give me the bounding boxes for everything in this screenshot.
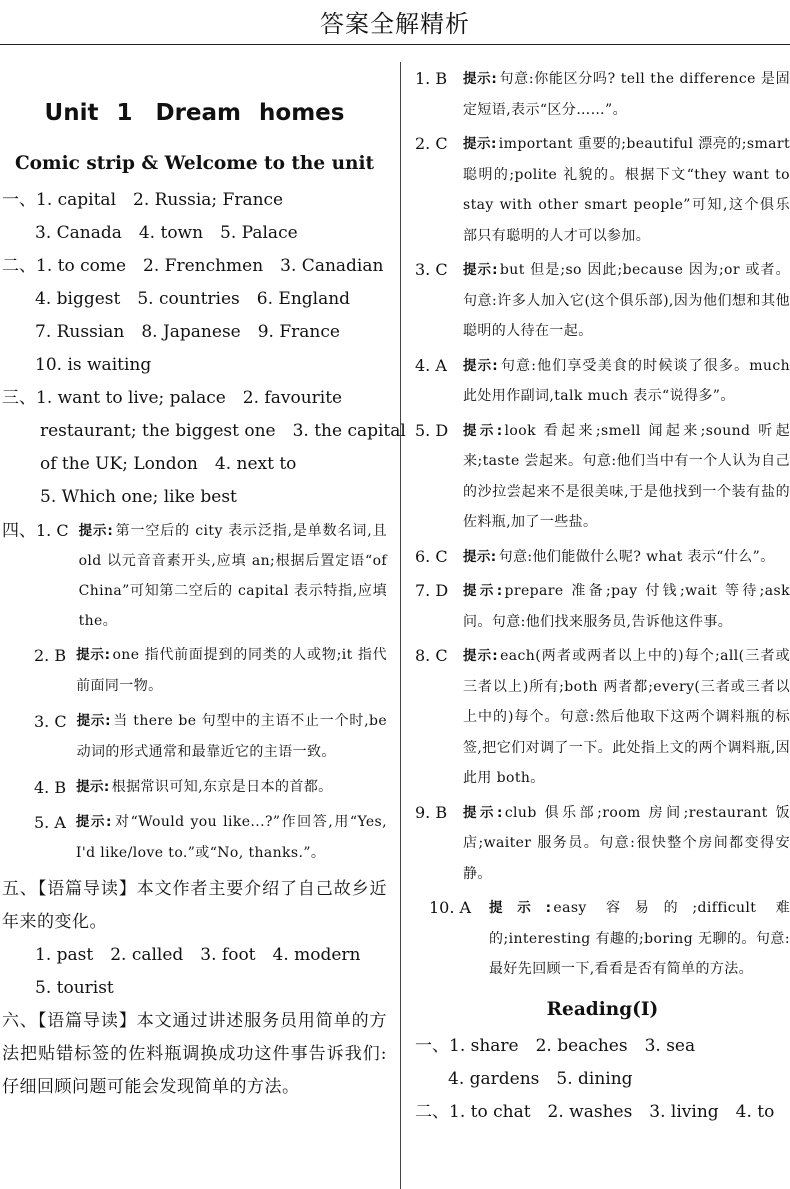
s1-row2: 3. Canada 4. town 5. Palace xyxy=(35,223,298,243)
s5-row2: 5. tourist xyxy=(35,978,114,998)
r-item-10-answer: 10. A xyxy=(429,898,472,917)
s1-answers-1: 1. capital 2. Russia; France xyxy=(36,190,284,210)
r-item-6 xyxy=(415,542,790,573)
s4-item-4-text: 根据常识可知,东京是日本的首都。 xyxy=(111,779,333,795)
tip-label: 提示: xyxy=(76,779,110,795)
reading-s2-number: 二、 xyxy=(415,1101,449,1122)
r-item-7-text: prepare 准备;pay 付钱;wait 等待;ask 问。句意:他们找来服务员,告诉他这件事。 xyxy=(463,583,790,630)
r-item-1-answer: 1. B xyxy=(415,69,448,88)
s6-guide-label: 【语篇导读】 xyxy=(37,1011,137,1031)
s3-answers-1: 1. want to live; palace 2. favourite xyxy=(36,388,343,408)
left-column xyxy=(2,62,406,1104)
s2-answers-1: 1. to come 2. Frenchmen 3. Canadian xyxy=(36,256,384,276)
s4-item-5 xyxy=(34,807,387,869)
s1-row1 xyxy=(2,184,387,217)
r-item-3-answer: 3. C xyxy=(415,260,448,279)
header-rule xyxy=(0,44,790,45)
r-item-2-text: important 重要的;beautiful 漂亮的;smart 聪明的;polite 礼貌的。根据下文“they want to stay with other smart people”可知,这个俱乐部只有聪明的人才可以参加。 xyxy=(463,136,790,244)
reading-s1-number: 一、 xyxy=(415,1035,449,1056)
r-item-9-text: club 俱乐部;room 房间;restaurant 饭店;waiter 服务员。句意:很快整个房间都变得安静。 xyxy=(463,804,790,882)
r-item-8 xyxy=(415,641,790,794)
s3-row4: 5. Which one; like best xyxy=(40,487,237,507)
right-column xyxy=(415,64,790,1129)
r-item-6-text: 句意:他们能做什么呢? what 表示“什么”。 xyxy=(498,548,775,565)
r-item-9-answer: 9. B xyxy=(415,802,448,822)
section-subtitle: Comic strip & Welcome to the unit xyxy=(14,153,375,174)
r-item-9 xyxy=(415,798,790,890)
r-item-2 xyxy=(415,129,790,251)
page-header: 答案全解精析 xyxy=(320,10,470,38)
s5-number: 五、 xyxy=(2,879,38,899)
r-item-3-text: but 但是;so 因此;because 因为;or 或者。句意:许多人加入它(这个俱乐部),因为他们想和其他聪明的人待在一起。 xyxy=(463,262,790,339)
s2-row4: 10. is waiting xyxy=(35,355,152,375)
s5-guide-text: 本文作者主要介绍了自己故乡近年来的变化。 xyxy=(2,879,388,932)
tip-label: 提示: xyxy=(463,136,497,152)
s3-row3: of the UK; London 4. next to xyxy=(40,454,297,474)
s5-guide xyxy=(2,873,387,939)
reading-s2-answers-1: 1. to chat 2. washes 3. living 4. to xyxy=(449,1101,775,1122)
tip-label: 提示: xyxy=(463,804,503,821)
tip-label: 提示: xyxy=(76,647,111,663)
r-item-4 xyxy=(415,351,790,412)
s4-item-1-text: 第一空后的 city 表示泛指,是单数名词,且 old 以元音音素开头,应填 an;根据后置定语“of China”可知第二空后的 capital 表示特指,应填 the。 xyxy=(78,523,387,629)
s3-row2: restaurant; the biggest one 3. the capital xyxy=(40,421,406,441)
tip-label: 提示: xyxy=(463,262,498,278)
unit-title: Unit 1 Dream homes xyxy=(44,100,345,126)
tip-label: 提示: xyxy=(463,648,499,664)
r-item-10 xyxy=(415,893,790,985)
r-item-1 xyxy=(415,64,790,125)
tip-label: 提示: xyxy=(75,814,112,830)
r-item-5 xyxy=(415,416,790,538)
tip-label: 提示: xyxy=(463,548,497,565)
reading-title: Reading(Ⅰ) xyxy=(546,998,659,1020)
r-item-7 xyxy=(415,576,790,637)
s4-item-3-text: 当 there be 句型中的主语不止一个时,be 动词的形式通常和最靠近它的主语一致。 xyxy=(76,713,387,760)
tip-label: 提示: xyxy=(78,523,114,539)
s4-item-2-answer: 2. B xyxy=(34,646,67,665)
tip-label: 提示: xyxy=(489,900,552,916)
s5-guide-label: 【语篇导读】 xyxy=(37,879,137,899)
s6-guide xyxy=(2,1005,387,1104)
r-item-5-answer: 5. D xyxy=(415,420,449,440)
s4-item-5-text: 对“Would you like...?”作回答,用“Yes, I'd like/love to.”或“No, thanks.”。 xyxy=(75,814,387,861)
column-divider xyxy=(400,62,401,1189)
reading-s1-row2: 4. gardens 5. dining xyxy=(448,1068,633,1089)
s4-item-4-answer: 4. B xyxy=(34,778,67,797)
tip-label: 提示: xyxy=(463,583,503,599)
s6-number: 六、 xyxy=(2,1011,38,1031)
r-item-1-text: 句意:你能区分吗? tell the difference 是固定短语,表示“区分……”。 xyxy=(463,71,790,118)
s2-row2: 4. biggest 5. countries 6. England xyxy=(35,289,351,309)
r-item-7-answer: 7. D xyxy=(415,581,449,600)
s4-item-1 xyxy=(2,516,387,636)
s1-number: 一、 xyxy=(2,190,36,210)
s4-item-2-text: one 指代前面提到的同类的人或物;it 指代前面同一物。 xyxy=(76,647,387,694)
s6-guide-text: 本文通过讲述服务员用简单的方法把贴错标签的佐料瓶调换成功这件事告诉我们:仔细回顾问题可能会发现简单的方法。 xyxy=(2,1011,388,1097)
s3-row1 xyxy=(2,382,387,415)
s4-number: 四、 xyxy=(2,521,36,541)
tip-label: 提示: xyxy=(463,422,503,439)
s5-row1: 1. past 2. called 3. foot 4. modern xyxy=(35,945,361,965)
tip-label: 提示: xyxy=(76,713,111,729)
s2-number: 二、 xyxy=(2,256,36,276)
s3-number: 三、 xyxy=(2,388,36,408)
reading-s1-answers-1: 1. share 2. beaches 3. sea xyxy=(449,1035,696,1056)
reading-s1-row1 xyxy=(415,1030,790,1063)
s2-row1 xyxy=(2,250,387,283)
reading-s2-row1 xyxy=(415,1096,790,1129)
r-item-2-answer: 2. C xyxy=(415,134,448,153)
r-item-10-text: easy 容易的;difficult 难的;interesting 有趣的;boring 无聊的。句意:最好先回顾一下,看看是否有简单的方法。 xyxy=(489,900,790,977)
tip-label: 提示: xyxy=(463,71,498,87)
tip-label: 提示: xyxy=(463,357,499,374)
s4-item-5-answer: 5. A xyxy=(34,813,66,832)
r-item-3 xyxy=(415,255,790,347)
s4-item-2 xyxy=(34,640,387,702)
s4-item-1-answer: 1. C xyxy=(36,521,69,540)
r-item-5-text: look 看起来;smell 闻起来;sound 听起来;taste 尝起来。句意:他们当中有一个人认为自己的沙拉尝起来不是很美味,于是他找到一个装有盐的佐料瓶,加了一些盐。 xyxy=(463,422,790,530)
s4-item-3-answer: 3. C xyxy=(34,712,67,731)
r-item-6-answer: 6. C xyxy=(415,546,448,566)
r-item-8-answer: 8. C xyxy=(415,646,448,665)
s4-item-4 xyxy=(34,772,387,803)
r-item-4-answer: 4. A xyxy=(415,355,447,375)
s4-item-3 xyxy=(34,706,387,768)
s2-row3: 7. Russian 8. Japanese 9. France xyxy=(35,322,340,342)
r-item-8-text: each(两者或两者以上中的)每个;all(三者或三者以上)所有;both 两者都;every(三者或三者以上中的)每个。句意:然后他取下这两个调料瓶的标签,把它们对调了一下。此处指上文的两个调料瓶,因此用 both。 xyxy=(463,648,790,786)
r-item-4-text: 句意:他们享受美食的时候谈了很多。much 此处用作副词,talk much 表示“说得多”。 xyxy=(463,357,790,404)
